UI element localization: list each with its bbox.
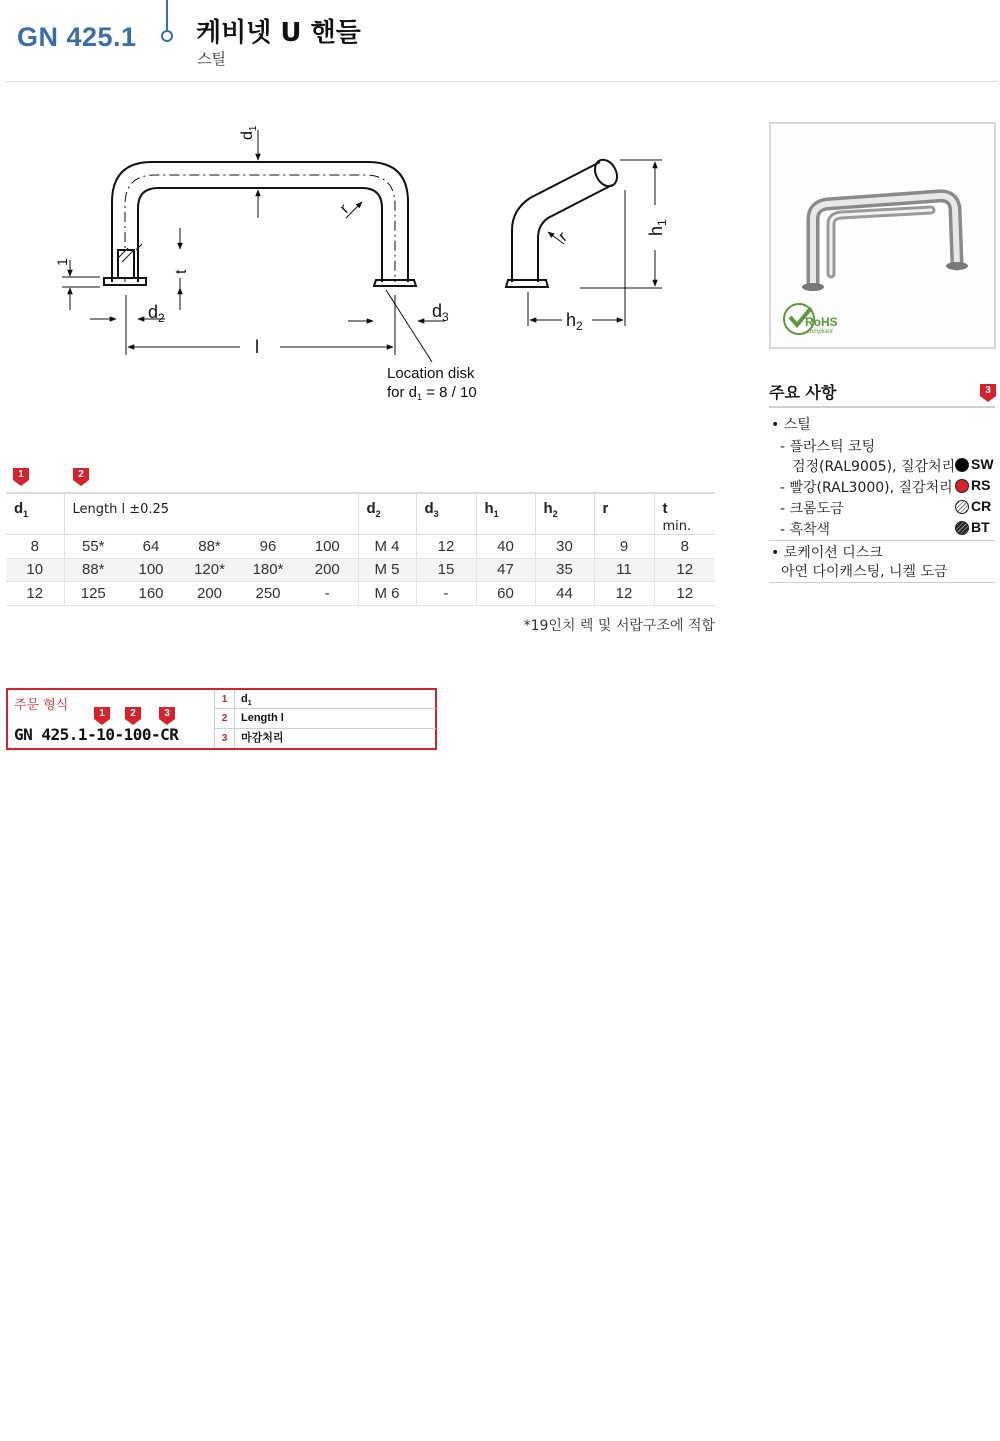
dim-r-side: r — [555, 228, 571, 246]
cell: 12 — [654, 582, 715, 606]
cell: 160 — [122, 582, 180, 606]
product-title: 케비넷 U 핸들 — [196, 18, 361, 48]
feature-chrome: - 크롬도금 — [780, 501, 844, 517]
order-legend — [214, 690, 435, 748]
col-t: t min. — [654, 493, 715, 535]
col-r: r — [594, 493, 654, 535]
cell: 100 — [297, 535, 358, 559]
table-row — [6, 582, 715, 606]
cell: 125 — [64, 582, 122, 606]
order-marker-1: 1 — [94, 707, 110, 725]
features-divider — [769, 406, 995, 408]
header-separator — [166, 0, 168, 32]
cell: 88* — [64, 558, 122, 582]
cell: 47 — [476, 558, 535, 582]
col-d3: $d_3$ — [416, 493, 476, 535]
feature-plastic-coating: - 플라스틱 코팅 — [780, 439, 876, 455]
swatch-black-oxide-icon — [955, 521, 969, 535]
feature-black-oxide: - 흑착색 — [780, 522, 831, 538]
cell: 8 — [6, 535, 64, 559]
dim-h1: $h_1$ — [646, 219, 669, 236]
finish-code-rs: RS — [971, 477, 991, 493]
col-d1: $d_1$ — [6, 493, 64, 535]
cell: 55* — [64, 535, 122, 559]
location-disk-label: Location disk — [387, 365, 475, 382]
order-legend-text: Length l — [241, 712, 284, 725]
dim-t: t — [173, 269, 190, 274]
order-code-example: GN 425.1-10-100-CR — [14, 725, 179, 744]
product-photo — [769, 122, 996, 349]
column-marker-2: 2 — [73, 468, 89, 486]
order-marker-3: 3 — [159, 707, 175, 725]
cell: 30 — [535, 535, 594, 559]
features-marker: 3 — [980, 384, 996, 402]
cell: 8 — [654, 535, 715, 559]
order-legend-text: 마감처리 — [241, 731, 284, 744]
order-legend-number: 1 — [215, 690, 235, 708]
finish-code-sw: SW — [971, 456, 994, 472]
product-material: 스틸 — [197, 50, 226, 68]
cell: 9 — [594, 535, 654, 559]
dim-1: 1 — [54, 258, 70, 266]
column-marker-1: 1 — [13, 468, 29, 486]
feature-location-disk-material: 아연 다이캐스팅, 니켈 도금 — [781, 564, 948, 580]
col-d2: $d_2$ — [358, 493, 416, 535]
dim-d2: $d_2$ — [148, 302, 165, 325]
cell: M 5 — [358, 558, 416, 582]
table-header-row — [6, 493, 715, 535]
cell: - — [297, 582, 358, 606]
handle-photo-illustration — [771, 124, 994, 347]
order-legend-row — [215, 709, 436, 728]
features-title: 주요 사항 — [769, 383, 837, 402]
svg-text:compliant: compliant — [807, 329, 833, 335]
header-separator-dot — [161, 30, 173, 42]
col-h1: $h_1$ — [476, 493, 535, 535]
cell: M 6 — [358, 582, 416, 606]
cell: 100 — [122, 558, 180, 582]
cell: 60 — [476, 582, 535, 606]
table-row — [6, 535, 715, 559]
order-legend-text: $d_1$ — [241, 693, 252, 708]
cell: 44 — [535, 582, 594, 606]
cell: 96 — [239, 535, 297, 559]
cell: 11 — [594, 558, 654, 582]
table-footnote: *19인치 렉 및 서랍구조에 적합 — [523, 618, 715, 634]
dim-d1: $d_1$ — [239, 125, 259, 140]
cell: 12 — [416, 535, 476, 559]
dim-l: l — [255, 337, 259, 357]
feature-location-disk: • 로케이션 디스크 — [771, 545, 883, 561]
swatch-chrome-icon — [955, 500, 969, 514]
col-h2: $h_2$ — [535, 493, 594, 535]
features-divider-3 — [769, 582, 995, 583]
swatch-black-icon — [955, 458, 969, 472]
header-divider — [6, 81, 998, 82]
cell: - — [416, 582, 476, 606]
rohs-badge-icon — [784, 304, 838, 335]
cell: 200 — [297, 558, 358, 582]
order-legend-row — [215, 729, 436, 748]
finish-code-cr: CR — [971, 498, 992, 514]
cell: 15 — [416, 558, 476, 582]
product-code: GN 425.1 — [17, 22, 137, 52]
dimensions-table — [6, 492, 715, 606]
cell: 250 — [239, 582, 297, 606]
location-disk-note: for $d_1 = 8 / 10$ — [387, 384, 477, 402]
dim-h2: $h_2$ — [566, 310, 583, 333]
dim-r-front: r — [336, 201, 353, 217]
cell: 12 — [594, 582, 654, 606]
table-row — [6, 558, 715, 582]
cell: 120* — [180, 558, 239, 582]
order-legend-number: 3 — [215, 729, 235, 748]
feature-black-texture: 검정(RAL9005), 질감처리 — [792, 459, 956, 475]
cell: 64 — [122, 535, 180, 559]
cell: 180* — [239, 558, 297, 582]
finish-code-bt: BT — [971, 519, 990, 535]
cell: 88* — [180, 535, 239, 559]
dim-d3: $d_3$ — [432, 301, 449, 324]
cell: 200 — [180, 582, 239, 606]
cell: 12 — [6, 582, 64, 606]
cell: 12 — [654, 558, 715, 582]
feature-material: • 스틸 — [771, 417, 811, 433]
order-legend-number: 2 — [215, 709, 235, 727]
col-length: Length l ±0.25 — [64, 493, 358, 535]
features-divider-2 — [769, 540, 995, 541]
order-legend-row — [215, 690, 436, 709]
order-format-label: 주문 형식 — [14, 698, 69, 713]
cell: M 4 — [358, 535, 416, 559]
order-marker-2: 2 — [125, 707, 141, 725]
feature-red-texture: - 빨강(RAL3000), 질감처리 — [780, 480, 953, 496]
svg-text:RoHS: RoHS — [805, 315, 838, 329]
cell: 10 — [6, 558, 64, 582]
cell: 35 — [535, 558, 594, 582]
swatch-red-icon — [955, 479, 969, 493]
order-format-box — [6, 688, 437, 750]
cell: 40 — [476, 535, 535, 559]
technical-drawing — [40, 110, 720, 410]
